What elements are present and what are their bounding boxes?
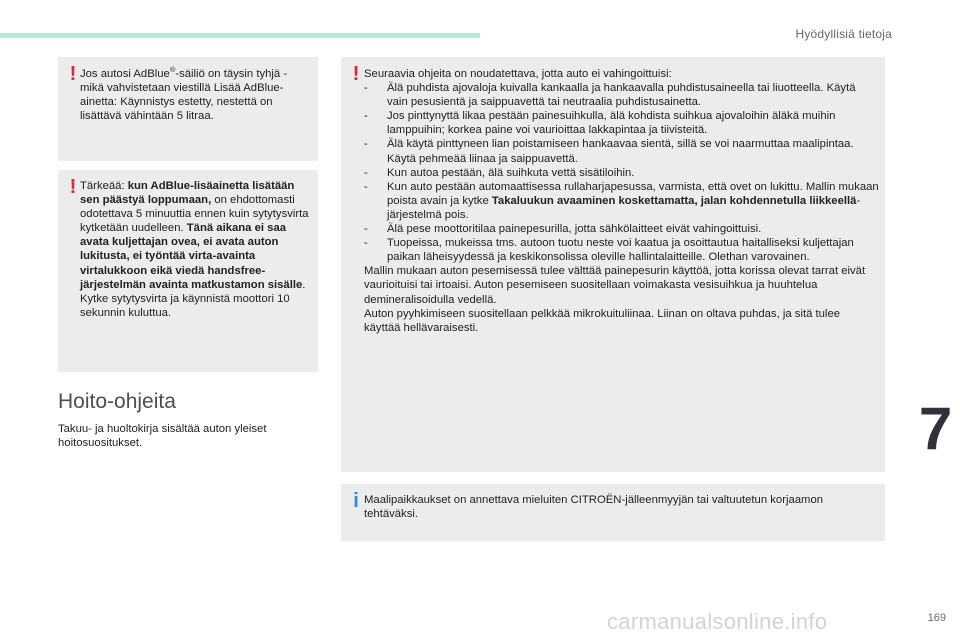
warning-text: Seuraavia ohjeita on noudatettava, jotta auto ei vahingoittuisi: - Älä puhdista ajovaloja kuivalla kankaalla ja hankaavalla puhdistusaineella tai liuotteella. Käytä vain pesusientä ja saippuavettä tai neutraalia puhdistusainetta. - Jos pinttynyttä likaa pestään painesuihkulla, älä kohdista suihkua ajovaloihin äläkä muihin lamppuihin; korkea paine voi vaurioittaa lakkapintaa ja tiivisteitä. - Älä käytä pinttyneen lian poistamiseen hankaavaa sientä, sillä se voi naarmuttaa maalipintaa. Käytä pehmeää liinaa ja saippuavettä. - Kun autoa pestään, älä suihkuta vettä sisätiloihin. - Kun auto pestään automaattisessa rullaharjapesussa, varmista, että ovet on lukittu. Mallin mukaan poista avain ja kytke Takaluukun avaaminen koskettamatta, jalan kohdennetulla liikkeellä-järjestelmä pois. - Älä pese moottoritilaa painepesurilla, jotta sähkölaitteet eivät vahingoittuisi. - Tuopeissa, mukeissa tms. autoon tuotu neste voi kaatua ja osoittautua haitalliseksi kuljettajan paikan läheisyydessä ja keskikonsolissa oleville hallintalaitteille. Olethan varovainen. Mallin mukaan auton pesemisessä tulee välttää painepesurin käyttöä, jotta korissa olevat tarrat eivät vaurioituisi tai irtoaisi. Auton pesemiseen suositellaan voimakasta vesisuihkua ja huuhtelua demineralisoidulla vedellä. Auton pyyhkimiseen suositellaan pelkkää mikrokuituliinaa. Liinan on oltava puhdas, ja sitä tulee käyttää hellävaraisesti.	[364, 68, 879, 334]
exclamation-warning-icon: !	[352, 63, 360, 85]
paint-repair-info-box	[341, 484, 885, 541]
list-item: - Tuopeissa, mukeissa tms. autoon tuotu neste voi kaatua ja osoittautua haitalliseksi kuljettajan paikan läheisyydessä ja keskikonsolissa oleville hallintalaitteille. Olethan varovainen.	[364, 237, 854, 264]
chapter-number: 7	[918, 395, 953, 462]
info-text: Maalipaikkaukset on annettava mieluiten CITROËN-jälleenmyyjän tai valtuutetun korjaamon tehtäväksi.	[364, 494, 824, 521]
header-accent-line	[0, 33, 480, 38]
exclamation-warning-icon: !	[69, 63, 77, 85]
section-body-text: Takuu- ja huoltokirja sisältää auton yleiset hoitosuositukset.	[58, 423, 267, 450]
section-title: Hoito-ohjeita	[58, 390, 176, 413]
page-number: 169	[927, 612, 946, 624]
list-item: - Jos pinttynyttä likaa pestään painesuihkulla, älä kohdista suihkua ajovaloihin äläkä muihin lamppuihin; korkea paine voi vaurioittaa lakkapintaa ja tiivisteitä.	[364, 110, 836, 137]
adblue-empty-warning-box	[58, 57, 318, 161]
list-item: - Kun auto pestään automaattisessa rullaharjapesussa, varmista, että ovet on lukittu. Mallin mukaan poista avain ja kytke Takaluukun avaaminen koskettamatta, jalan kohdennetulla liikkeellä-järjestelmä pois.	[364, 180, 879, 221]
exclamation-warning-icon: !	[69, 176, 77, 198]
list-item: - Älä pese moottoritilaa painepesurilla, jotta sähkölaitteet eivät vahingoittuisi.	[364, 223, 762, 236]
adblue-refill-important-box	[58, 170, 318, 372]
list-item: - Älä puhdista ajovaloja kuivalla kankaalla ja hankaavalla puhdistusaineella tai liuotteella. Käytä vain pesusientä ja saippuavettä tai neutraalia puhdistusainetta.	[364, 82, 856, 109]
list-item: - Älä käytä pinttyneen lian poistamiseen hankaavaa sientä, sillä se voi naarmuttaa maalipintaa. Käytä pehmeää liinaa ja saippuavettä.	[364, 138, 854, 165]
warning-text: Jos autosi AdBlue®-säiliö on täysin tyhjä - mikä vahvistetaan viestillä Lisää AdBlue-ainetta: Käynnistys estetty, nestettä on lisättävä vähintään 5 litraa.	[80, 65, 288, 123]
watermark: carmanualsonline.info	[607, 609, 828, 634]
warning-text: Tärkeää: kun AdBlue-lisäainetta lisätään sen päästyä loppumaan, on ehdottomasti odotettava 5 minuuttia ennen kuin sytytysvirta kytketään uudelleen. Tänä aikana ei saa avata kuljettajan ovea, ei avata auton lukitusta, ei työntää virta-avainta virtalukkoon eikä viedä handsfree-järjestelmän avainta matkustamon sisälle. Kytke sytytysvirta ja käynnistä moottori 10 sekunnin kuluttua.	[80, 180, 309, 319]
list-item: - Kun autoa pestään, älä suihkuta vettä sisätiloihin.	[364, 166, 635, 179]
chapter-header-title: Hyödyllisiä tietoja	[795, 27, 892, 41]
washing-instructions-warning-box	[341, 57, 885, 472]
info-i-icon: i	[353, 490, 359, 512]
chapter-tab	[911, 392, 960, 466]
